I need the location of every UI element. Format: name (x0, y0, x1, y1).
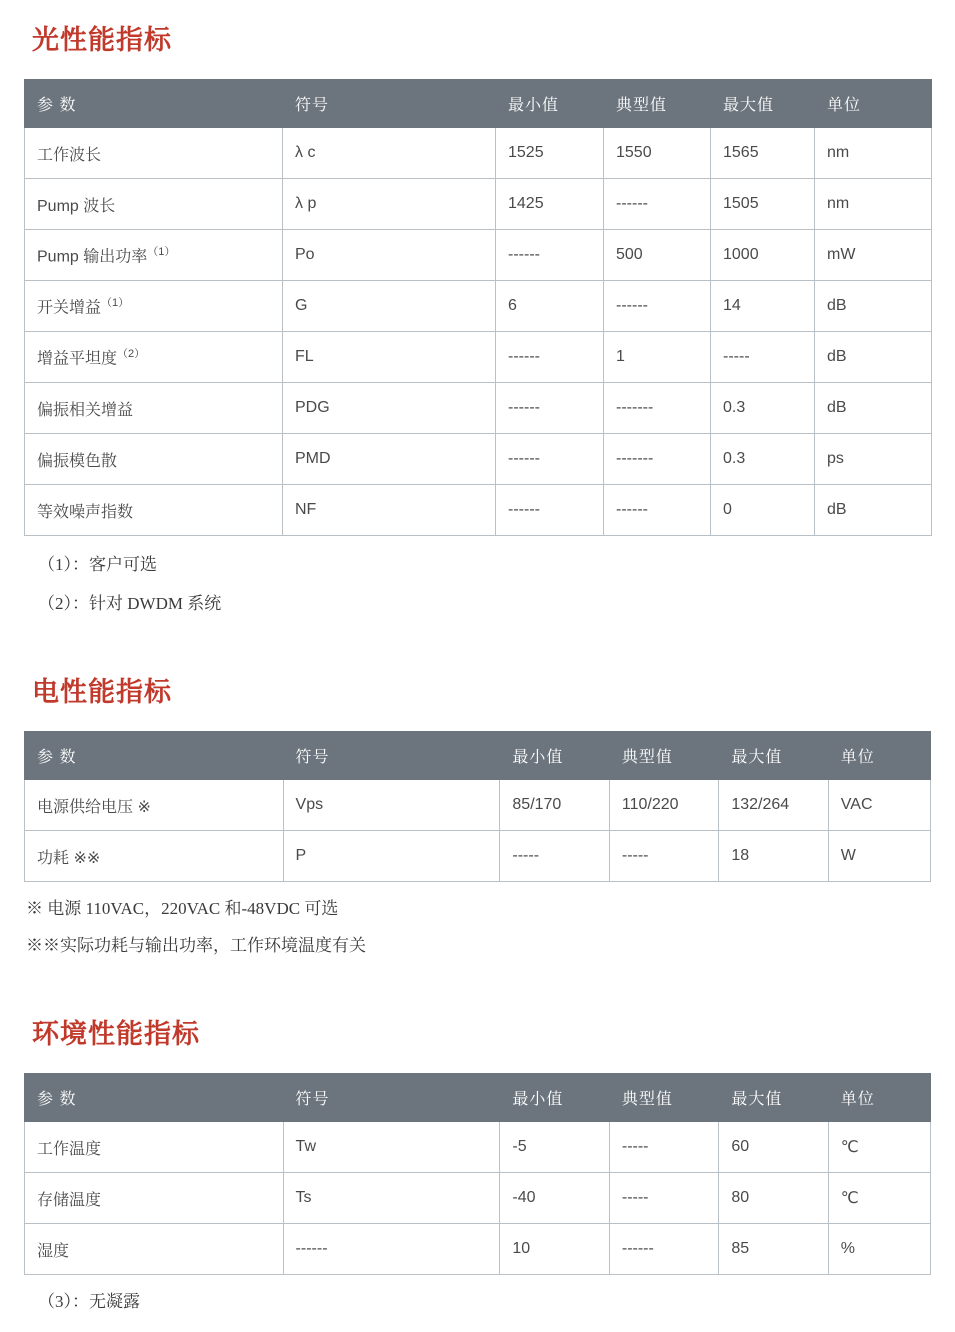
cell-min: -5 (500, 1122, 609, 1173)
cell-max: 80 (719, 1173, 828, 1224)
footnote-optical-1: （1）：客户可选 (38, 555, 157, 574)
parameter-superscript: （2） (117, 348, 146, 361)
cell-min: 1525 (496, 128, 604, 179)
cell-max: 14 (711, 281, 815, 332)
cell-typical: ----- (609, 831, 718, 882)
cell-parameter (25, 230, 283, 281)
cell-max: 1000 (711, 230, 815, 281)
cell-symbol: Ts (283, 1173, 500, 1224)
cell-symbol: G (283, 281, 496, 332)
table-row (25, 485, 932, 536)
cell-unit: dB (815, 332, 932, 383)
cell-parameter (25, 281, 283, 332)
cell-max: 0.3 (711, 434, 815, 485)
cell-unit: ps (815, 434, 932, 485)
cell-parameter (25, 383, 283, 434)
column-header-max: 最大值 (719, 1074, 828, 1122)
cell-symbol: λ c (283, 128, 496, 179)
cell-typical: ------ (604, 281, 711, 332)
parameter-label: Pump 输出功率 (37, 248, 148, 266)
table-row (25, 179, 932, 230)
column-header-unit: 单位 (815, 80, 932, 128)
cell-unit: ℃ (828, 1173, 930, 1224)
cell-unit: nm (815, 179, 932, 230)
table-row (25, 831, 931, 882)
cell-max: 132/264 (719, 780, 828, 831)
parameter-label: Pump 波长 (37, 197, 116, 215)
table-row (25, 780, 931, 831)
cell-symbol: Tw (283, 1122, 500, 1173)
cell-unit: dB (815, 383, 932, 434)
column-header-parameter: 参 数 (25, 80, 283, 128)
table-header-row (25, 1074, 931, 1122)
cell-symbol: FL (283, 332, 496, 383)
column-header-symbol: 符号 (283, 80, 496, 128)
parameter-superscript: （1） (147, 246, 176, 259)
cell-max: ----- (711, 332, 815, 383)
cell-typical: ----- (609, 1173, 718, 1224)
cell-max: 18 (719, 831, 828, 882)
cell-typical: ------- (604, 383, 711, 434)
cell-symbol: Po (283, 230, 496, 281)
cell-parameter: 湿度 (25, 1224, 284, 1275)
cell-unit: % (828, 1224, 930, 1275)
column-header-min: 最小值 (500, 732, 609, 780)
cell-min: ------ (496, 383, 604, 434)
cell-parameter: 电源供给电压 ※ (25, 780, 284, 831)
cell-typical: ----- (609, 1122, 718, 1173)
footnote-optical-2: （2）：针对 DWDM 系统 (38, 594, 222, 613)
cell-parameter (25, 128, 283, 179)
cell-min: 10 (500, 1224, 609, 1275)
table-row (25, 1122, 931, 1173)
table-row (25, 128, 932, 179)
parameter-label: 增益平坦度 (37, 350, 118, 368)
cell-parameter (25, 179, 283, 230)
cell-min: ------ (496, 485, 604, 536)
parameter-label: 开关增益 (37, 299, 102, 317)
cell-unit: ℃ (828, 1122, 930, 1173)
cell-symbol: P (283, 831, 500, 882)
parameter-superscript: （1） (101, 297, 130, 310)
cell-symbol: PDG (283, 383, 496, 434)
section-electrical (24, 670, 931, 956)
table-row (25, 434, 932, 485)
environmental-spec-table (24, 1073, 931, 1275)
cell-symbol: ------ (283, 1224, 500, 1275)
table-row (25, 1173, 931, 1224)
cell-typical: 1 (604, 332, 711, 383)
cell-typical: ------ (609, 1224, 718, 1275)
cell-parameter: 功耗 ※※ (25, 831, 284, 882)
section-spacer (24, 956, 931, 994)
cell-unit: W (828, 831, 930, 882)
cell-min: ----- (500, 831, 609, 882)
table-row (25, 281, 932, 332)
column-header-parameter: 参 数 (25, 732, 284, 780)
cell-parameter (25, 434, 283, 485)
table-row (25, 383, 932, 434)
parameter-label: 工作波长 (37, 146, 102, 164)
cell-parameter (25, 485, 283, 536)
column-header-min: 最小值 (500, 1074, 609, 1122)
column-header-min: 最小值 (496, 80, 604, 128)
page-title-electrical: 电性能指标 (32, 677, 172, 707)
cell-max: 60 (719, 1122, 828, 1173)
table-row (25, 332, 932, 383)
cell-unit: mW (815, 230, 932, 281)
section-optical (24, 18, 931, 614)
cell-unit: VAC (828, 780, 930, 831)
column-header-unit: 单位 (828, 1074, 930, 1122)
footnote-electrical-1: ※ 电源 110VAC，220VAC 和-48VDC 可选 (26, 899, 339, 918)
optical-spec-table (24, 79, 932, 536)
cell-symbol: PMD (283, 434, 496, 485)
cell-min: 85/170 (500, 780, 609, 831)
cell-typical: 110/220 (609, 780, 718, 831)
cell-min: ------ (496, 230, 604, 281)
column-header-max: 最大值 (719, 732, 828, 780)
cell-min: ------ (496, 434, 604, 485)
electrical-spec-table (24, 731, 931, 882)
cell-typical: ------- (604, 434, 711, 485)
table-row (25, 230, 932, 281)
cell-parameter: 工作温度 (25, 1122, 284, 1173)
cell-symbol: NF (283, 485, 496, 536)
cell-max: 1505 (711, 179, 815, 230)
cell-min: 1425 (496, 179, 604, 230)
cell-unit: dB (815, 485, 932, 536)
column-header-typical: 典型值 (604, 80, 711, 128)
parameter-label: 等效噪声指数 (37, 503, 134, 521)
column-header-symbol: 符号 (283, 732, 500, 780)
cell-typical: ------ (604, 179, 711, 230)
section-environmental (24, 1012, 931, 1312)
parameter-label: 偏振相关增益 (37, 401, 134, 419)
parameter-label: 偏振模色散 (37, 452, 118, 470)
footnote-environmental-1: （3）：无凝露 (38, 1292, 140, 1311)
footnote-electrical-2: ※※实际功耗与输出功率，工作环境温度有关 (26, 936, 366, 955)
cell-typical: 1550 (604, 128, 711, 179)
cell-max: 85 (719, 1224, 828, 1275)
cell-parameter (25, 332, 283, 383)
column-header-unit: 单位 (828, 732, 930, 780)
section-spacer (24, 614, 931, 652)
cell-typical: ------ (604, 485, 711, 536)
column-header-max: 最大值 (711, 80, 815, 128)
page-title-environmental: 环境性能指标 (32, 1019, 200, 1049)
cell-symbol: Vps (283, 780, 500, 831)
cell-typical: 500 (604, 230, 711, 281)
cell-max: 0.3 (711, 383, 815, 434)
cell-parameter: 存储温度 (25, 1173, 284, 1224)
column-header-parameter: 参 数 (25, 1074, 284, 1122)
cell-min: 6 (496, 281, 604, 332)
column-header-typical: 典型值 (609, 1074, 718, 1122)
column-header-symbol: 符号 (283, 1074, 500, 1122)
cell-unit: nm (815, 128, 932, 179)
cell-max: 1565 (711, 128, 815, 179)
table-header-row (25, 732, 931, 780)
cell-max: 0 (711, 485, 815, 536)
table-row (25, 1224, 931, 1275)
table-header-row (25, 80, 932, 128)
column-header-typical: 典型值 (609, 732, 718, 780)
cell-min: ------ (496, 332, 604, 383)
page-title-optical: 光性能指标 (32, 25, 172, 55)
cell-unit: dB (815, 281, 932, 332)
cell-min: -40 (500, 1173, 609, 1224)
cell-symbol: λ p (283, 179, 496, 230)
